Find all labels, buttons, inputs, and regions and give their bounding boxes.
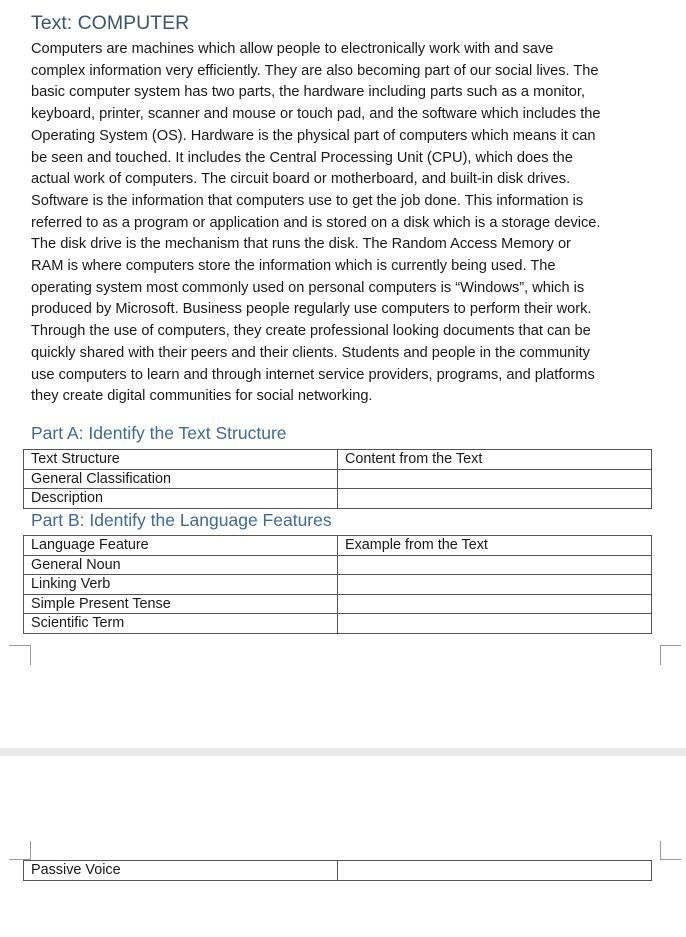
crop-mark-bottom-right: [660, 841, 681, 860]
language-features-table: [23, 535, 652, 634]
table-header-cell[interactable]: Language Feature: [24, 536, 338, 556]
table-header-cell[interactable]: Example from the Text: [338, 536, 652, 556]
table-cell-label[interactable]: Simple Present Tense: [24, 594, 338, 614]
body-line: Operating System (OS). Hardware is the physical part of computers which means it can: [31, 127, 596, 144]
table-cell-label[interactable]: Passive Voice: [24, 861, 338, 881]
table-row: [24, 861, 652, 881]
table-row: [24, 489, 652, 509]
table-cell-label[interactable]: Description: [24, 489, 338, 509]
table-cell-answer[interactable]: [338, 555, 652, 575]
table-header-row: [24, 536, 652, 556]
body-line: keyboard, printer, scanner and mouse or touch pad, and the software which includes the: [31, 106, 601, 123]
table-cell-answer[interactable]: [338, 469, 652, 489]
body-line: they create digital communities for social networking.: [31, 388, 373, 405]
body-line: operating system most commonly used on personal computers is “Windows”, which is: [31, 279, 585, 296]
body-line: basic computer system has two parts, the hardware including parts such as a monitor,: [31, 84, 586, 101]
body-line: produced by Microsoft. Business people regularly use computers to perform their work.: [31, 301, 592, 318]
table-header-row: [24, 450, 652, 470]
part-b-heading: Part B: Identify the Language Features: [31, 510, 332, 530]
document-title: Text: COMPUTER: [31, 12, 190, 34]
table-cell-label[interactable]: General Classification: [24, 469, 338, 489]
body-line: use computers to learn and through internet service providers, programs, and platforms: [31, 366, 595, 383]
table-cell-answer[interactable]: [338, 594, 652, 614]
table-row: [24, 575, 652, 595]
body-line: RAM is where computers store the information which is currently being used. The: [31, 258, 556, 275]
body-line: complex information very efficiently. They are also becoming part of our social lives. The: [31, 62, 599, 79]
table-row: [24, 594, 652, 614]
part-a-heading: Part A: Identify the Text Structure: [31, 423, 287, 443]
body-line: Software is the information that computers use to get the job done. This information is: [31, 192, 584, 209]
language-features-table-continued: [23, 860, 652, 881]
text-structure-table: [23, 449, 652, 509]
table-header-cell[interactable]: Text Structure: [24, 450, 338, 470]
body-line: Through the use of computers, they create professional looking documents that can be: [31, 323, 591, 340]
table-cell-answer[interactable]: [338, 489, 652, 509]
table-row: [24, 614, 652, 634]
body-line: quickly shared with their peers and their clients. Students and people in the community: [31, 344, 590, 361]
crop-mark-top-right: [660, 645, 681, 665]
table-header-cell[interactable]: Content from the Text: [338, 450, 652, 470]
table-cell-label[interactable]: Scientific Term: [24, 614, 338, 634]
body-line: be seen and touched. It includes the Central Processing Unit (CPU), which does the: [31, 149, 573, 166]
table-cell-label[interactable]: Linking Verb: [24, 575, 338, 595]
crop-mark-bottom-left: [9, 841, 31, 860]
body-paragraph: [31, 39, 671, 408]
table-cell-answer[interactable]: [338, 861, 652, 881]
table-cell-answer[interactable]: [338, 575, 652, 595]
body-line: The disk drive is the mechanism that runs the disk. The Random Access Memory or: [31, 236, 571, 253]
table-row: [24, 469, 652, 489]
body-line: actual work of computers. The circuit board or motherboard, and built-in disk drives.: [31, 171, 571, 188]
table-cell-label[interactable]: General Noun: [24, 555, 338, 575]
crop-mark-top-left: [9, 645, 31, 665]
body-line: Computers are machines which allow people to electronically work with and save: [31, 41, 554, 57]
body-line: referred to as a program or application and is stored on a disk which is a storage device.: [31, 214, 601, 231]
table-row: [24, 555, 652, 575]
page-break: [0, 748, 686, 756]
table-cell-answer[interactable]: [338, 614, 652, 634]
